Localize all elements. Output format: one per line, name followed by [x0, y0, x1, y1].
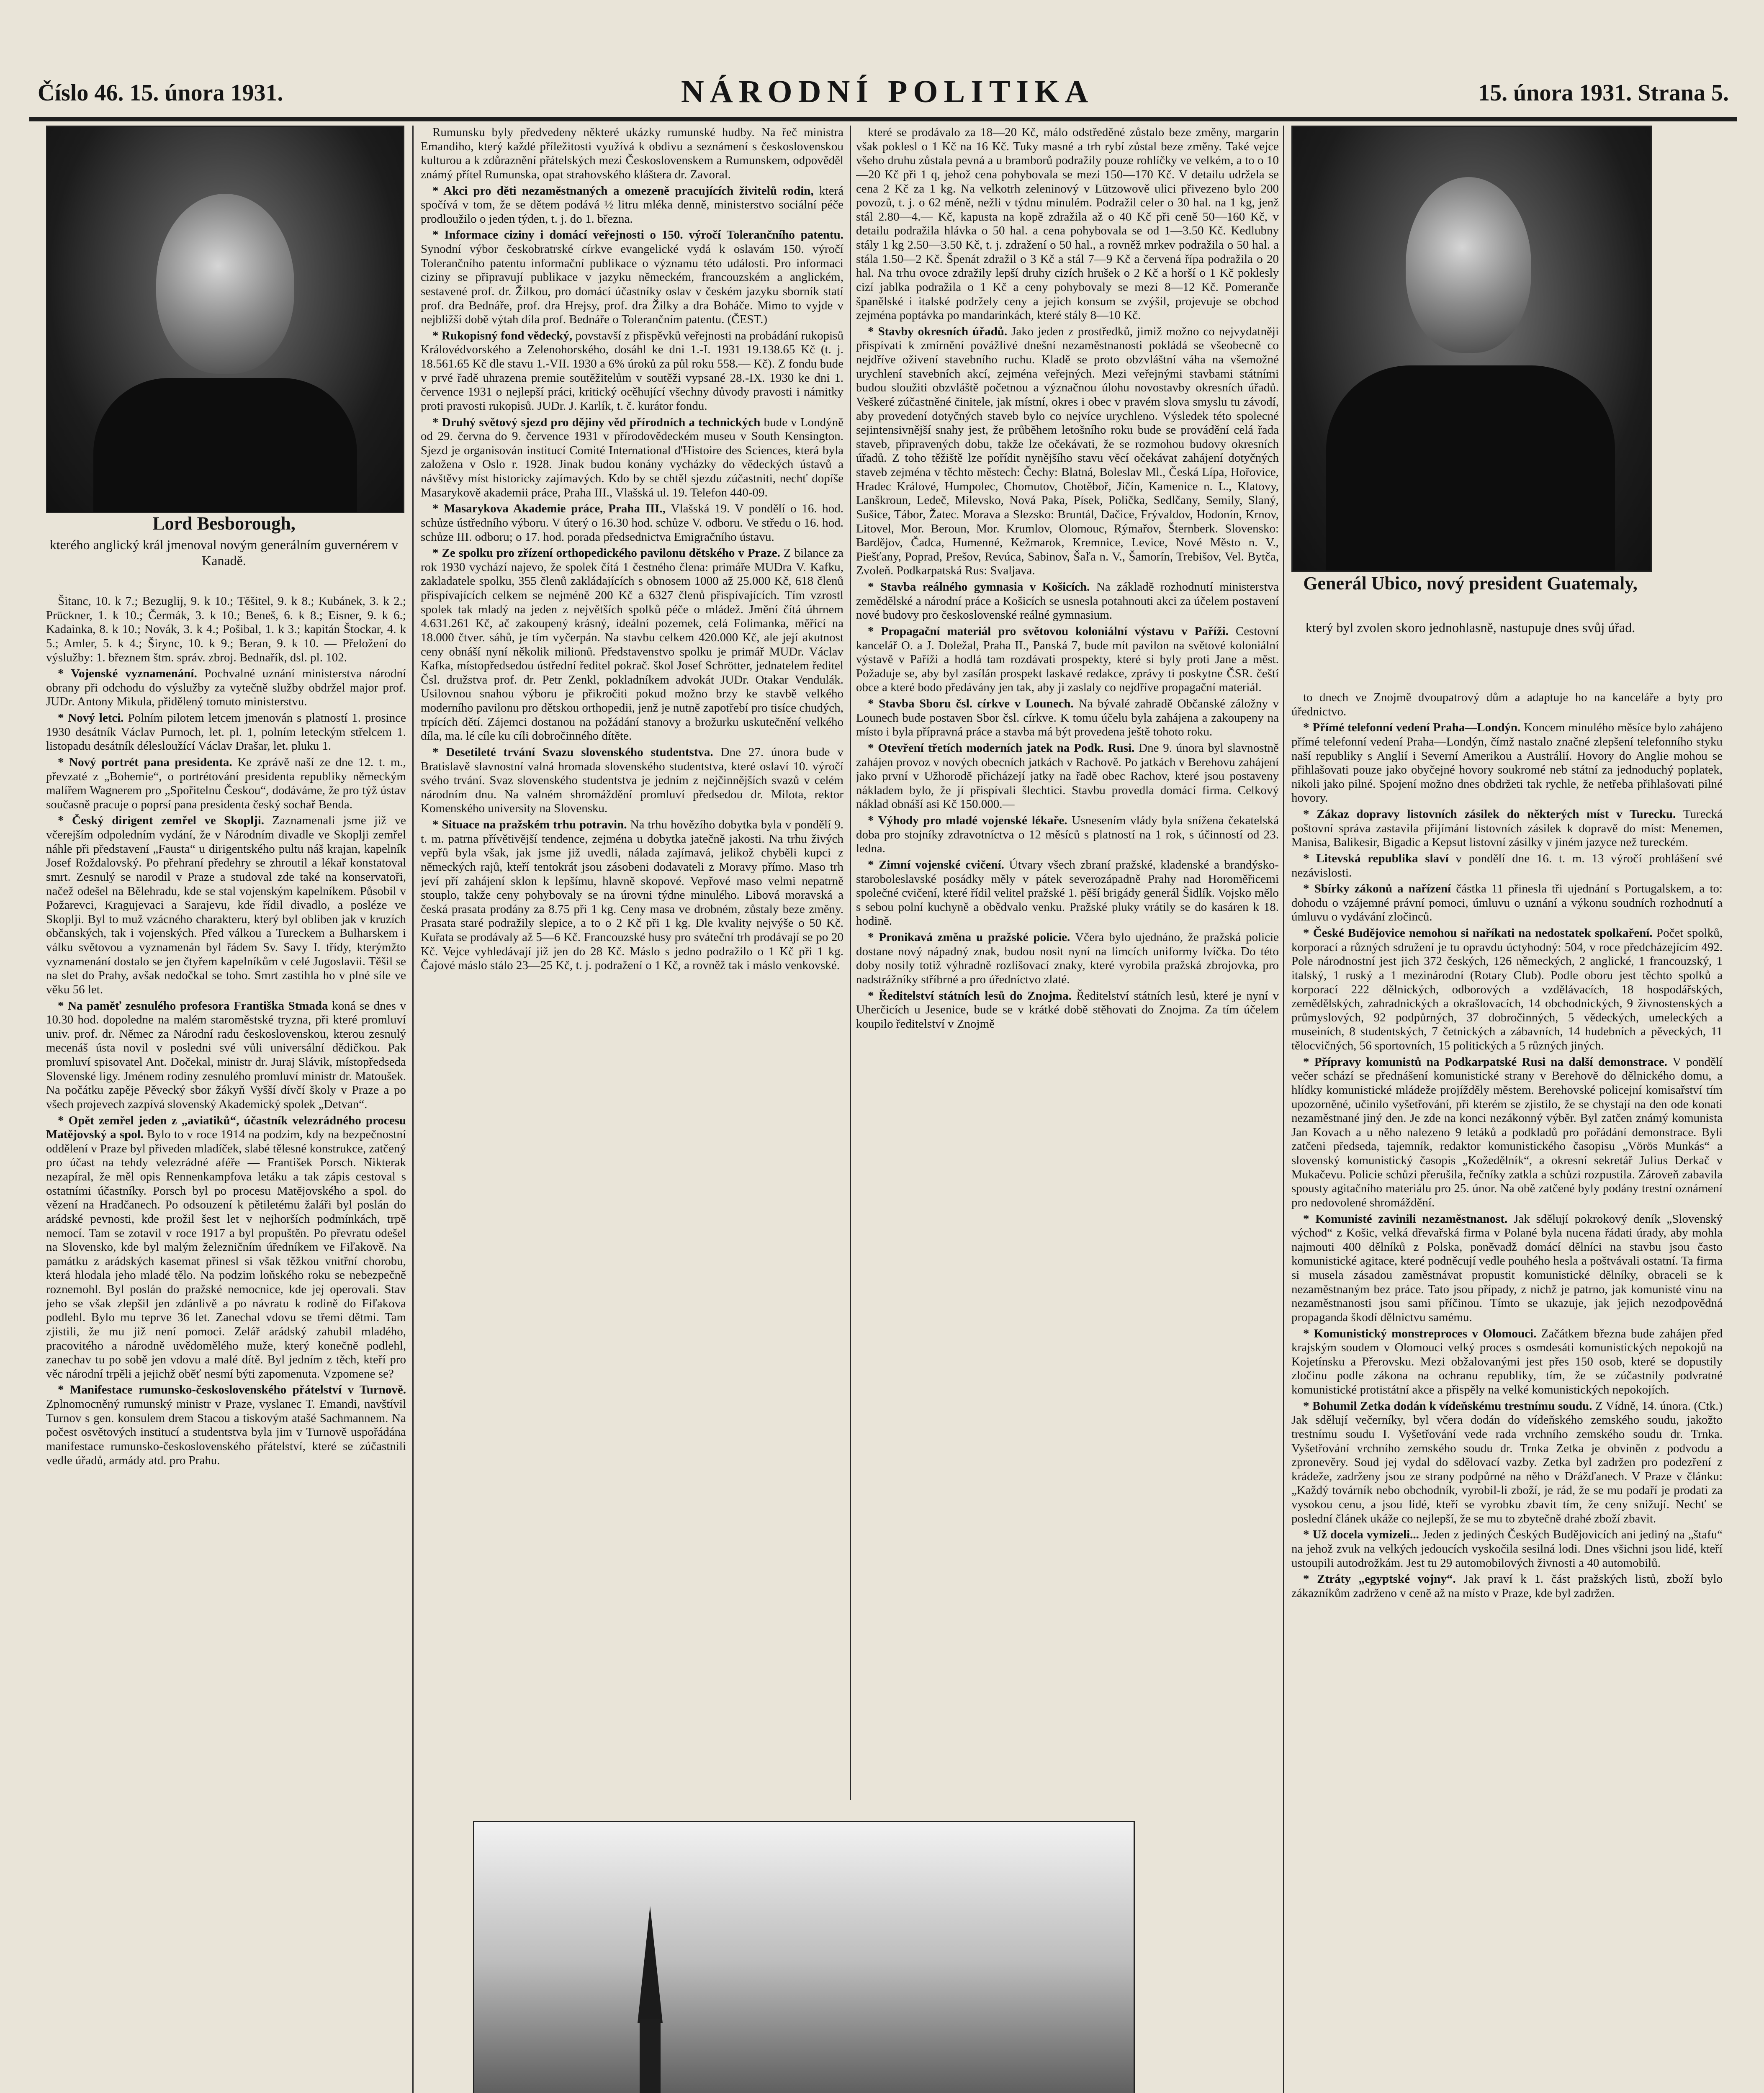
article-headline: * Zákaz dopravy listovních zásilek do některých míst v Turecku.	[1303, 807, 1684, 821]
article-text: Šitanc, 10. k 7.; Bezuglij, 9. k 10.; Těšitel, 9. k 8.; Kubánek, 3. k 2.; Prückner, 1. k 10.; Čermák, 3. k 10.; Beneš, 6. k 8.; Eisner, 9. k 6.; Kadainka, 8. k 10.; Novák, 3. k 4.; Pošibal, 1. k 3.; kapitán Štockar, 4. k 5.; Amler, 5. k 4.; Širync, 10. k 9.; Beran, 9. k 10. — Přeložení do výslužby: 1. březnem štm. správ. zbroj. Bednařík, dsl. pl. 102.	[46, 594, 406, 664]
article-paragraph	[421, 329, 843, 414]
article-headline: * Stavby okresních úřadů.	[868, 324, 1012, 338]
article-text: Synodní výbor českobratrské církve evangelické vydá k oslavám 150. výročí Tolerančního patentu informační publikace o významu této události. Pro informaci ciziny se připravují publikace v jazyku německém, francouzském a anglickém, sestavené prof. dr. Žilkou, pro domácí účastníky oslav v českém jazyku sborník statí prof. dra Bednáře, prof. dra Hrejsy, prof. dra Žilky a dra Boháče. Mimo to vyjde v nejbližší době výtah díla prof. Bednáře o Tolerančním patentu. (ČEST.)	[421, 242, 843, 327]
article-text: Jako jeden z prostředků, jimiž možno co nejvydatněji přispívati k zmírnění povážlivé dnešní nezaměstnanosti pokládá se všeobecně co nejdříve oživení stavebního ruchu. Kladě se proto obzvláštní váha na všemožné urychlení stavebních akcí, zejména veřejných. Mezi veřejnými stavbami státními budou sloužiti obzvláště početnou a význačnou úlohu novostavby okresních úřadů. Veškeré zúčastněné činitele, jak místní, okres i obec v pravém slova smyslu tu závodí, aby provedení dotyčných staveb bylo co nejvíce urychleno. Výsledek této spolecné sejintensivnější snahy jest, že průběhem letošního roku bude se provádění celá řada staveb, připravených dobu, takže lze očekávati, že se rozmohou budovy okresních úřadů. Z toho těžiště lze pořídit nynějšího stavu věcí očekávat zahájení dotyčných staveb zejména v těchto městech: Čechy: Blatná, Boleslav Ml., Česká Lípa, Hořovice, Hradec Králové, Humpolec, Chomutov, Chotěboř, Jičín, Kamenice n. L., Klatovy, Lanškroun, Ledeč, Milevsko, Nová Paka, Písek, Polička, Sedlčany, Semily, Slaný, Sušice, Tábor, Žatec. Morava a Slezsko: Bruntál, Dačice, Frývaldov, Hodonín, Krnov, Litovel, Mor. Beroun, Mor. Krumlov, Olomouc, Rýmařov, Šternberk. Slovensko: Bardějov, Čadca, Humenné, Kežmarok, Kremnice, Levice, Nové Město n. V., Piešťany, Poprad, Prešov, Revúca, Sabinov, Šaľa n. V., Šamorín, Trebišov, Vel. Bytča, Zvoleň. Podkarpatská Rus: Svaljava.	[856, 324, 1279, 578]
article-headline: * Stavba Sboru čsl. církve v Lounech.	[868, 697, 1079, 710]
article-headline: * Propagační materiál pro světovou koloniální výstavu v Paříži.	[868, 624, 1236, 638]
article-headline: * Ředitelství státních lesů do Znojma.	[868, 989, 1077, 1003]
article-headline: * Desetileté trvání Svazu slovenského studentstva.	[432, 745, 721, 759]
article-text: Koncem minulého měsíce bylo zahájeno přímé telefonní vedení Praha—Londýn, čímž nastalo značné zlepšení telefonního styku naší republiky s Anglií i Severní Amerikou a Austrálií. Hovory do Anglie mohou se přihlašovati pouze jako obyčejné hovory soukromé neb státní za jednoduchý poplatek, nikoli jako pilné. Spojení možno dnes obdržeti tak rychle, že netřeba přihlašovati pilné hovory.	[1291, 721, 1723, 805]
article-paragraph	[1291, 1572, 1723, 1600]
article-paragraph	[856, 741, 1279, 812]
article-headline: * Opět zemřel jeden z „aviatiků“, účastník velezrádného procesu Matějovský a spol.	[46, 1113, 406, 1142]
article-text: Jeden z jediných Českých Budějovicích ani jediný na „štafu“ na jehož zvuk na velkých jedoucích vyskočila sesilná lodi. Dnes všichni jsou lidé, kteří ustoupili autodrožkám. Jest tu 29 automobilových živnosti a 40 automobilů.	[1291, 1528, 1723, 1570]
article-headline: * Komunistický monstreproces v Olomouci.	[1303, 1327, 1541, 1340]
article-headline: * Druhý světový sjezd pro dějiny věd přírodních a technických	[432, 415, 764, 429]
article-paragraph	[856, 625, 1279, 695]
text-column-3	[856, 126, 1279, 1813]
article-text: Počet spolků, korporací a různých sdružení je tu opravdu úctyhodný: 504, v roce předcházejícím 492. Pole národnostní jest jich 372 českých, 126 německých, 2 anglické, 1 francouzský, 1 italský, 1 ruský a 1 mezinárodní (Rotary Club). Podle oboru jest těchto spolků a korporací 222 dělnických, odborových a vzdělávacích, 18 hospodářských, zemědělských, zahradnických a okrašlovacích, 14 obchodnických, 9 živnostenských a průmyslových, 92 podpůrných, 37 dobročinných, 5 vědeckých, umeleckých a museiních, 8 studentských, 7 četnických a zábavních, 14 hudebních a pěveckých, 11 tělocvičných, 56 sportovních, 15 politických a 5 různých jiných.	[1291, 926, 1723, 1052]
article-headline: * Výhody pro mladé vojenské lékaře.	[868, 814, 1072, 827]
article-text: Cestovní kancelář O. a J. Doležal, Praha II., Panská 7, bude mít pavilon na světové koloniální výstavě v Paříži a hodlá tam rozdávati prospekty, které si byly proti Jane a měst. Požaduje se, aby byl zasílán prospekt laskavé redakce, zprávy ti poskytne ČSR. čeští obce a které bodo předávány jen tak, aby ji zaslaly co nejdříve propagační materiál.	[856, 624, 1279, 694]
article-paragraph	[421, 546, 843, 743]
article-text: Útvary všech zbraní pražské, kladenské a brandýsko-staroboleslavské posádky měly v pátek severozápadně Prahy nad Horoměřicemi společné cvičení, které řídil velitel pražské 1. pěší brigády generál Šidlík. Vojsko mělo s sebou polní kuchyně a obědvalo venku. Pražské pluky vrátily se do kasáren k 18. hodině.	[856, 858, 1279, 928]
article-text: koná se dnes v 10.30 hod. dopoledne na malém staroměstské tryzna, při které promluví univ. prof. dr. Němec za Národní radu československou, kterou zesnulý mecenáš ústa novil v posledni své vůli universální dědičkou. Pak promluví spisovatel Ant. Dočekal, ministr dr. Juraj Slávik, místopředseda Slovenské ligy. Jménem rodiny zesnulého promluví ministr dr. Matoušek. Na počátku zapěje Pěvecký sbor žákyň Vyšší dívčí školy v Praze a po všech projevech zazpívá slovenský Akademický spolek „Detvan“.	[46, 999, 406, 1111]
article-text: která spočívá v tom, že se dětem podává ½ litru mléka denně, ministerstvo sociální péče prodloužilo o jeden týden, t. j. do 1. března.	[421, 184, 843, 226]
column-rule-2	[850, 126, 851, 1800]
article-headline: * Sbírky zákonů a nařízení	[1303, 882, 1456, 896]
article-headline: * Ze spolku pro zřízení orthopedického pavilonu dětského v Praze.	[432, 546, 784, 560]
article-paragraph	[1291, 721, 1723, 805]
article-headline: * Vojenské vyznamenání.	[58, 667, 205, 681]
article-text: Rumunsku byly předvedeny některé ukázky rumunské hudby. Na řeč ministra Emandiho, který každé příležitosti využívá k obdivu a seznámení s československou kulturou a k zdůraznění přátelských mezi Československem a Rumunskem, odpověděl známý přítel Rumunska, opat strahovského kláštera dr. Zavoral.	[421, 126, 843, 181]
article-text: Vlašská 19. V pondělí o 16. hod. schůze ústředního výboru. V úterý o 16.30 hod. schůze V. odboru. Ve středu o 16. hod. schůze III. odboru; o 17. hod. porada předsednictva Emigračního ústavu.	[421, 502, 843, 544]
article-paragraph	[1291, 926, 1723, 1053]
article-paragraph	[856, 325, 1279, 578]
article-headline: * České Budějovice nemohou si naříkati na nedostatek spolkaření.	[1303, 926, 1656, 940]
article-text: Z bilance za rok 1930 vychází najevo, že spolek čítá 1 čestného člena: primáře MUDra V. Kafku, zakladatele spolku, 355 členů zakládajících s obnosem 1000 až 25.000 Kč, 618 členů přispívajících celkem se nejméně 200 Kč a 6327 členů přispívajících. Tím vzrostl spolek tak mladý na jeden z největších spolků péče o mládež. Jmění čítá úhrnem 4.631.261 Kč, ač zakoupený krásný, ideální pozemek, celá Folimanka, měřící na 18.000 čtver. sáhů, je tím vyčerpán. Na stavbu celkem 420.000 Kč, ale její akutnost ceny obnáší nyní několik milionů. Představenstvo spolku je primář MUDr. Václav Kafka, místopředsedou ústřední ředitel pokrač. škol Josef Schrötter, jednatelem ředitel Čsl. družstva prof. dr. Petr Zenkl, pokladníkem advokát JUDr. Otakar Vendulák. Usilovnou snahou výboru je přikročiti pokud možno brzy ke stavbě velkého moderního pavilonu pro dětskou orthopedii, jenž je nutně zapotřebí pro tisíce chudých, trpících dětí. Zájemci dostanou na požádání stanovy a brožurku uskutečnění velkého díla, ma. lé cíle ku cíli dobročinného dítěte.	[421, 546, 843, 743]
article-paragraph	[1291, 852, 1723, 880]
portrait-face	[156, 194, 294, 374]
right-photo-caption-sub: který byl zvolen skoro jednohlasně, nastupuje dnes svůj úřad.	[1305, 620, 1635, 635]
article-text: Turecká poštovní správa zastavila přijímání listovních zásilek k dopravě do míst: Menemen, Manisa, Balikesir, Bigadic a Kepsut listovní zásilky v jiném jazyce než tureckém.	[1291, 807, 1723, 849]
article-text: Na základě rozhodnutí ministerstva zemědělské a národní práce a Košicích se usnesla potahnouti akci za účelem postavení nové budovy pro československé reálné gymnasium.	[856, 580, 1279, 622]
article-headline: * Ztráty „egyptské vojny“.	[1303, 1572, 1464, 1586]
article-text: Začátkem března bude zahájen před krajským soudem v Olomouci velký proces s osmdesáti komunistických nepokojů na Kojetínsku a Přerovsku. Mezi obžalovanými jest přes 150 osob, které se dopustily zločinu podle zákona na ochranu republiky, tím, že se zúčastnily podvratné komunistické protistátní akce a přispěly na velké komunistických nepokojích.	[1291, 1327, 1723, 1396]
article-paragraph	[856, 814, 1279, 856]
article-headline: * Nový letci.	[58, 711, 128, 725]
article-paragraph	[1291, 882, 1723, 924]
article-paragraph	[46, 999, 406, 1112]
article-headline: * Manifestace rumunsko-československého přátelství v Turnově.	[58, 1383, 406, 1397]
article-text: Pochvalné uznání ministerstva národní obrany při odchodu do výslužby za vytečně služby obdržel major prof. JUDr. Antony Mikula, přidělený tomuto ministerstvu.	[46, 667, 406, 709]
article-paragraph	[421, 746, 843, 816]
article-headline: * Litevská republika slaví	[1303, 851, 1456, 865]
article-headline: * Stavba reálného gymnasia v Košicích.	[868, 580, 1096, 594]
article-text: v pondělí dne 16. t. m. 13 výročí prohlášení své nezávislosti.	[1291, 851, 1723, 879]
article-headline: * Bohumil Zetka dodán k vídeňskému trestnímu soudu.	[1303, 1399, 1596, 1413]
article-text: Ke zprávě naší ze dne 12. t. m., převzaté z „Bohemie“, o portrétování presidenta republiky německým malířem Wagnerem pro „Spořitelnu Českou“, dodáváme, že pro týž ústav současně pracuje o poprsí pana presidenta český sochař Bendа.	[46, 755, 406, 811]
article-headline: * Masarykova Akademie práce, Praha III.,	[432, 502, 671, 516]
article-paragraph	[46, 711, 406, 753]
article-paragraph	[1291, 1212, 1723, 1325]
article-text: Jak praví k 1. část pražských listů, zboží bylo zákazníkům zadrženo v ceně až na místo v Praze, kde byl zadržen.	[1291, 1572, 1723, 1600]
article-text: Dne 9. února byl slavnostně zahájen provoz v nových obecních jatkách v Rachově. Po jatkách v Berehovu zahájení jako první v Užhorodě přicházejí jatky na řadě obec Rachov, které jsou postaveny nákladem bylo, že jí přispívali šlechtici. Stavbu provedla domácí firma. Celkový náklad obnáší asi Kč 150.000.—	[856, 741, 1279, 811]
article-paragraph	[421, 416, 843, 500]
article-paragraph	[421, 502, 843, 544]
page-date-number: 15. února 1931. Strana 5.	[1478, 80, 1729, 106]
article-headline: * Zimní vojenské cvičení.	[868, 858, 1009, 872]
article-headline: * Přípravy komunistů na Podkarpatské Rusi na další demonstrace.	[1303, 1055, 1673, 1069]
article-paragraph	[1291, 1399, 1723, 1526]
article-headline: * Na paměť zesnulého profesora Františka Stmada	[58, 999, 332, 1013]
left-photo-caption-sub: kterého anglický král jmenoval novým generálním guvernérem v Kanadě.	[49, 537, 399, 568]
newspaper-title: NÁRODNÍ POLITIKA	[681, 74, 1094, 109]
article-text: V pondělí večer schází se přednášení komunistické strany v Berehově do dělnického domu, a hlídky komunistické mládeže projížděly městem. Berehovské policejní komisařství tím upozorněné, učinilo vyšetřování, při kterém se zjistilo, že se chystají na den ode konati nezaměstnané jiný den. Je zde na konci nezákonný výběr. Byl zatčen známý komunista Jan Kovach a u něho nalezeno 9 letáků a podkladů pro pořádání demonstrace. Byli zatčeni předseda, tajemník, redaktor komunistického časopisu „Vörös Munkás“ a slovenský komunistický časopis „Kožedělník“, a okresní sekretář Julius Derkač v Mukačevu. Policie schůzi přerušila, řečníky zatkla a schůzi rozpustila. Zároveň zabavila spousty agitačního materiálu pro 25. únor. Na obě zatčené byly podány trestní oznámení pro nedovolené shromáždění.	[1291, 1055, 1723, 1209]
article-headline: * Už docela vymizeli...	[1303, 1528, 1423, 1542]
article-headline: * Komunisté zavinili nezaměstnanost.	[1303, 1212, 1514, 1226]
article-text: částka 11 přinesla tři ujednání s Portugalskem, a to: dohodu o vzájemné právní pomoci, úmluvu o uznání a výkonu soudních rozhodnutí a úmluvu o vydávání zločinců.	[1291, 882, 1723, 924]
article-headline: * Pronikavá změna u pražské policie.	[868, 931, 1075, 944]
article-paragraph	[1291, 1055, 1723, 1210]
article-paragraph	[421, 818, 843, 973]
article-headline: * Informace ciziny i domácí veřejnosti o 150. výročí Tolerančního patentu.	[432, 228, 843, 242]
article-paragraph	[1291, 807, 1723, 850]
article-headline: * Otevření třetích moderních jatek na Podk. Rusi.	[868, 741, 1139, 755]
article-text: bude v Londýně od 29. června do 9. července 1931 v přírodovědeckém museu v South Kensington. Sjezd je organisován institucí Comité International d'Histoire des Sciences, která byla založena v Oslo r. 1928. Jinak budou konány vycházky do vědeckých ústavů a návštěvy míst historicky zajímavých. Kdo by se chtěl sjezdu zúčastniti, nechť dopíše Masarykově akademii práce, Praha III., Vlašská ul. 19. Telefon 440-09.	[421, 415, 843, 499]
article-text: Z Vídně, 14. února. (Ctk.) Jak sdělují večerníky, byl včera dodán do vídeňského zemského soudu, jakožto trestnímu soudu I. Vyšetřování vede rada vrchního zemského soudu dr. Trnka. Vyšetřování vrchního zemského soudu dr. Trnka Zetka je obviněn z podvodu a zpronevěry. Soud jej vydal do sdělovací vazby. Zetka byl zadržen pro podezření z krádeže, zadrženy jsou ze strany podpůrné na něho v Drážďanech. V Praze v článku: „Každý továrník nebo obchodník, vyrobil-li zboží, je rád, že se mu podaří je prodati za vysokou cenu, a jsou lidé, kteří se vyrobku zbavit tím, že ceny snižují. Nechť se poslední článek ukáže co nejlepší, že se mu to zbytečně drahé zboží zbavit.	[1291, 1399, 1723, 1525]
column-rule-1	[412, 126, 414, 2093]
text-column-2	[421, 126, 843, 1813]
article-text: které se prodávalo za 18—20 Kč, málo odstředěné zůstalo beze změny, margarin však poklesl o 1 Kč na 16 Kč. Tuky masné a trh rybí zůstal beze změny. Také vejce všeho druhu zůstala pevná a u bramborů podražily pouze rohlíčky ve velkém, a to o 10—20 Kč při 1 q, jehož cena pohybovala se mezi 150—170 Kč. V detailu udržela se cena 2 Kč za 1 kg. Na velkotrh zeleninový v Lützowově ulici přivezeno bylo 200 povozů, t. j. o 62 méně, nežli v týdnu minulém. Podražil celer o 30 hal. na 1 kg, jenž stál 2.80—4.— Kč, kapusta na kopě zdražila až o 40 Kč při ceně 50—160 Kč, v detailu podražila hlávka o 50 hal. a cena pohybovala se od 1—3.50 Kč. Kedlubny stály 1 kg 2.50—3.50 Kč, t. j. zdražení o 50 hal., a rovněž mrkev podražila o 50 hal. a stála 1.50—2 Kč. Špenát zdražil o 3 Kč a stál 7—9 Kč a červená řípa podražila o 20 hal. Na trhu ovoce zdražily lepší druhy cizích hrušek o 2 Kč a horší o 1 Kč poklesly cizí jablka podražila o 1 Kč a ceny pohybovaly se mezi 8—12 Kč. Pomeranče španělské i italské podržely ceny a jejich konsum se zvýšil, projevuje se obchod zejména poptávka po mandarinkách, které stály 8—10 Kč.	[856, 126, 1279, 322]
article-paragraph	[1291, 1528, 1723, 1570]
article-paragraph	[1291, 691, 1723, 719]
article-paragraph	[46, 1383, 406, 1468]
article-text: Polním pilotem letcem jmenován s platností 1. prosince 1930 desátník Václav Purnoch, let. pl. 1, polním leteckým střelcem 1. listopadu desátník délesloužící Václav Drašar, let. pluku 1.	[46, 711, 406, 753]
article-text: Usnesením vlády byla snížena čekatelská doba pro stojníky zdravotníctva o 12 měsíců s platností na 1 rok, s účinností od 23. ledna.	[856, 814, 1279, 856]
church-spire	[638, 1906, 663, 2023]
right-photo-caption-title: Generál Ubico, nový president Guatemaly,	[1303, 573, 1638, 594]
article-text: Ředitelství státních lesů, které je nyní v Uherčicích u Jesenice, bude se v krátké době stěhovati do Znojma. Za tím účelem koupilo ředitelství v Znojmě	[856, 989, 1279, 1031]
article-text: Na bývalé zahradě Občanské záložny v Lounech bude postaven Sbor čsl. církve. K tomu účelu byla zahájena a zakoupeny na místo i byla přípravná práce a stavba má být provedena ještě tohoto roku.	[856, 697, 1279, 739]
article-text: to dnech ve Znojmě dvoupatrový dům a adaptuje ho na kanceláře a byty pro úřednictvo.	[1291, 691, 1723, 718]
article-text: Bylo to v roce 1914 na podzim, kdy na bezpečnostní oddělení v Praze byl přiveden mladíček, slabé tělesné konstrukce, zatčený pro účast na tehdy velezrádné aféře — František Porsch. Nikterak nezapíral, že měl opis Rennenkampfova letáku a tak zápis cestoval s ostatními účastníky. Porsch byl po procesu Matějovského a spol. do vězení na Hradčanech. Po odsouzení k pětiletému žaláři byl poslán do arádské pevnosti, kde prožil šest let v nejhorších podmínkách, trpě nemocí. Tam se zotavil v roce 1917 a byl propuštěn. Po převratu odešel na Slovensko, kde byl malým železničním úředníkem ve Fiľakově. Na památku z arádských kasemat přinesl si však těžkou vnitřní chorobu, která hlodala jeho mladé tělo. Na podzim loňského roku se nebezpečně roznemohl. Byl poslán do pražské nemocnice, kde jej operovali. Stav jeho se však zlepšil jen zdánlivě a po návratu k rodině do Fiľakova podlehl. Bylo mu teprve 36 let. Zanechal vdovu se třemi dětmi. Tam zjistili, že mu již není pomoci. Zelář arádský zahubil mladého, pracovitého a národně uvědomělého muže, který konečně podlehl, zanechav tu po sobě jen vdovu a malé dítě. Byl jedním z těch, kteří pro věc národní trpěli a jejichž oběť nesmí býti zapomenuta. Vzpomene se?	[46, 1128, 406, 1381]
portrait-face	[1406, 177, 1531, 353]
article-text: Zplnomocněný rumunský ministr v Praze, vyslanec T. Emandi, navštívil Turnov s gen. konsulem drem Stacou a tiskovým atašé Sachmannem. Na počest osvětových institucí a studentstva byla jim v Turnově uspořádána manifestace rumunsko-československého přátelství, které se zúčastnili vedle úřadů, armády atd. pro Prahu.	[46, 1397, 406, 1467]
left-photo-caption-title: Lord Besborough,	[152, 513, 296, 534]
issue-number-date: Číslo 46. 15. února 1931.	[38, 80, 283, 106]
article-headline: * Nový portrét pana presidenta.	[58, 755, 238, 769]
general-ubico-photo	[1291, 126, 1652, 572]
article-text: Jak sdělují pokrokový deník „Slovenský východ“ z Košic, velká dřevařská firma v Polané byla nucena řádati úrady, aby mohla najmouti 400 dělníků z Polska, poněvadž domácí dělníci na stavbu jsou často komunistické agitace, které podněcují vedle pouhého hesla a poštvávali ostatní. Ta firma si musela zásadou zaměstnávat propustit komunistické dělníky, obraceli se k nezaměstnaným bez práce. Tato jsou případy, z nichž je patrno, jak komunisté vinu na nezaměstnanosti jsou sami příčinou. Tímto se ukazuje, jak jejich nezodpovědná propaganda škodí dělnictvu samému.	[1291, 1212, 1723, 1324]
article-paragraph	[46, 594, 406, 665]
article-paragraph	[421, 228, 843, 327]
article-headline: * Situace na pražském trhu potravin.	[432, 818, 630, 831]
article-headline: * Akci pro děti nezaměstnaných a omezeně pracujících živitelů rodin,	[432, 184, 820, 198]
article-paragraph	[46, 1114, 406, 1381]
article-paragraph	[46, 756, 406, 812]
article-paragraph	[856, 858, 1279, 928]
article-headline: * Přímé telefonní vedení Praha—Londýn.	[1303, 721, 1524, 735]
article-text: povstavší z přispěvků veřejnosti na probádání rukopisů Královédvorského a Zelenohorského, dosáhl ke dni 1.-I. 1931 19.138.65 Kč (t. j. 18.561.65 Kč dle stavu 1.-VII. 1930 a 6% úroků za půl roku 558.— Kč). Z fondu bude v prvé řadě uhrazena premie soutěžitelům v soutěži vypsané 28.-IX. 1930 ke dni 1. července 1931 o nejlepší práci, kritický ocěhující všechny důvody pravosti i námitky proti pravosti rukopisů. JUDr. J. Karlík, t. č. kurátor fondu.	[421, 329, 843, 413]
article-paragraph	[856, 126, 1279, 323]
article-paragraph	[421, 184, 843, 226]
article-headline: * Rukopisný fond vědecký,	[432, 329, 576, 342]
text-column-1	[46, 594, 406, 2093]
article-paragraph	[46, 814, 406, 997]
article-paragraph	[856, 580, 1279, 622]
lord-besborough-photo	[46, 126, 404, 513]
text-column-4	[1291, 691, 1723, 2093]
article-headline: * Český dirigent zemřel ve Skoplji.	[58, 814, 273, 828]
article-paragraph	[46, 667, 406, 709]
article-text: Zaznamenali jsme již ve včerejším odpoledním vydání, že v Národním divadle ve Skoplji zemřel náhle při představení „Fausta“ u dirigentského pultu náš krajan, kapelník Josef Roždalovský. Po přehraní předehry se zhroutil a lékař konstatoval smrt. Zesnulý se narodil v Praze a studoval zde také na konservatoři, načež odešel na Bělehradu, kde se stal vojenským kapelníkem. Působil v Požarevci, Kragujevaci a Sarajevu, kde řídil divadlo, a posléze ve Skoplji. Byl to muž vzácného charakteru, který byl obliben jak v kruzích občanských, tak i vojenských. Před válkou a Tureckem a Bulharskem i válku světovou a vyznamenán byl řádem Sv. Savy I. třídy, kterýmžto vyznamenání dostalo se jen čtyřem kapelníkům v celé Jugoslavii. Těšil se na slet do Prahy, avšak nedočkal se toho. Smrt zastihla ho v plné síle ve věku 56 let.	[46, 814, 406, 996]
article-text: Včera bylo ujednáno, že pražská policie dostane nový nápadný znak, budou nosit nyní na limcích uniformy lvíčka. Do této doby nosily totiž výhradně rozlišovací znaky, které vyrobila pražská zbrojovka, pro nadstrážníky stříbrné a pro úředníctvo zlaté.	[856, 931, 1279, 986]
portrait-uniform	[1326, 365, 1615, 571]
church-tower	[640, 2019, 661, 2093]
column-rule-3	[1283, 126, 1284, 2093]
article-paragraph	[856, 989, 1279, 1031]
portrait-coat	[93, 378, 357, 512]
article-paragraph	[421, 126, 843, 182]
article-text: Dne 27. února bude v Bratislavě slavnostní valná hromada slovenského studentstva, které oslaví 10. výročí svého trvání. Svaz slovenského studentstva je jedním z nejčinnějších svazů v celém národním dnu. Na valném shromáždění promluví předsedou dr. Milota, rektor Komenského university na Slovensku.	[421, 745, 843, 815]
article-text: Na trhu hovězího dobytka byla v pondělí 9. t. m. patrna přívětivější tendence, zejména u dobytka jatečně jakosti. Na trhu živých vepřů byla však, jak jsme již uvedli, nálada zajímavá, jelikož chyběli kupci z německých rajů, kteří tentokrát jsou zásobeni dodavateli z Moravy přímo. Maso trh jeví pří zahájení sklon k lepšímu, hlavně skopové. Vepřové maso velmi nepatrně stouplo, takže ceny pohybovaly se na úrovni týdne minulého. Libová moravská a česká prasata prodány za 8.75 při 1 kg. Cenу masa ve drobném, zůstaly beze změny. Prasata staré podražily slepice, a to o 2 Kč při 1 kg. Dle kvality nejvýše o 50 Kč. Kuřata se prodávaly až 5—6 Kč. Francouzské husy pro sváteční trh prodávají se po 20 Kč. Vejce vyhledávají již jen do 28 Kč. Máslo s jedno podražilo o 1 Kč při 1 kg. Čajové máslo stálo 23—25 Kč, t. j. podražení o 1 Kč, a rovněž tak i máslo venkovské.	[421, 818, 843, 972]
masthead	[29, 71, 1737, 121]
article-paragraph	[856, 697, 1279, 739]
prague-winter-photo	[473, 1821, 1135, 2093]
article-paragraph	[1291, 1327, 1723, 1397]
article-paragraph	[856, 931, 1279, 987]
